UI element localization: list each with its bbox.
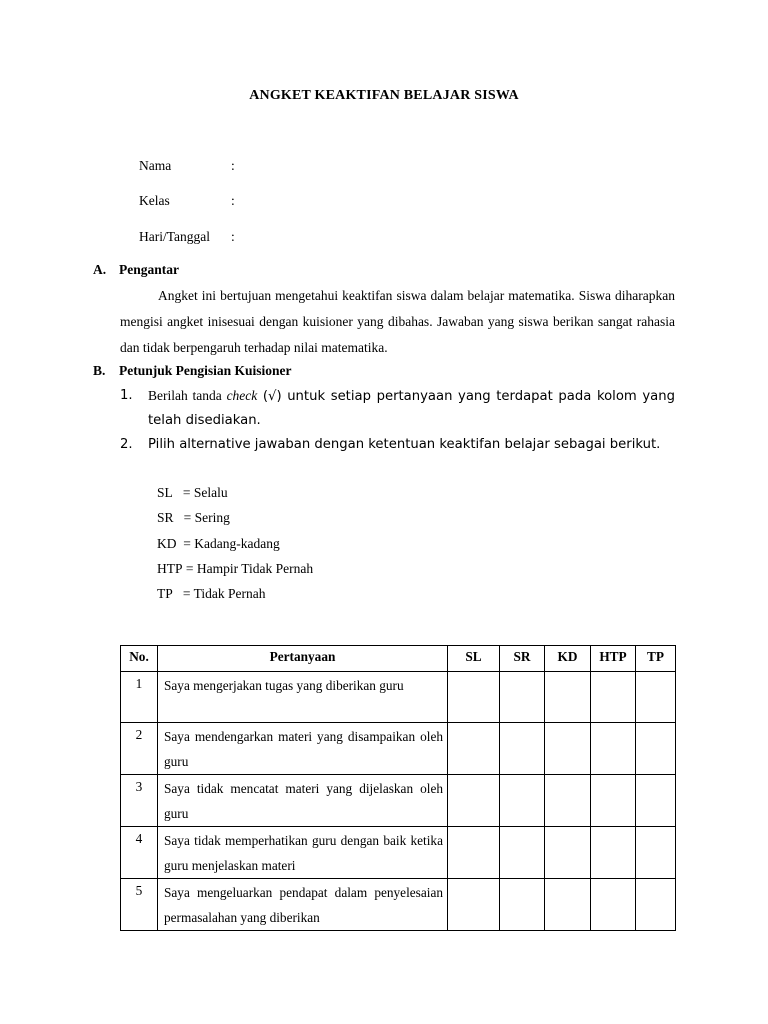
answer-cell-htp[interactable] [591, 775, 636, 827]
answer-cell-kd[interactable] [545, 723, 591, 775]
answer-cell-htp[interactable] [591, 723, 636, 775]
abbreviation-meaning: = Hampir Tidak Pernah [185, 560, 314, 576]
abbreviation-meaning: = Tidak Pernah [182, 586, 266, 602]
answer-cell-kd[interactable] [545, 879, 591, 931]
answer-cell-sl[interactable] [448, 827, 500, 879]
answer-cell-sl[interactable] [448, 879, 500, 931]
abbreviation-code: TP [157, 586, 173, 602]
row-number: 4 [121, 827, 158, 879]
answer-cell-tp[interactable] [636, 827, 676, 879]
intro-paragraph [120, 283, 675, 361]
answer-cell-kd[interactable] [545, 827, 591, 879]
answer-cell-tp[interactable] [636, 775, 676, 827]
identity-label: Hari/Tanggal [139, 229, 211, 244]
row-number: 1 [121, 672, 158, 723]
item-number: 2. [120, 437, 133, 452]
abbreviation-item [157, 533, 313, 558]
answer-cell-sr[interactable] [500, 879, 545, 931]
answer-cell-sr[interactable] [500, 775, 545, 827]
table-row [121, 827, 676, 879]
table-row [121, 879, 676, 931]
question-text: Saya mengerjakan tugas yang diberikan guru [158, 672, 448, 723]
table-row [121, 723, 676, 775]
abbreviation-code: SL [157, 485, 173, 500]
answer-cell-htp[interactable] [591, 672, 636, 723]
identity-label: Kelas [139, 193, 170, 208]
abbreviation-code: SR [157, 510, 174, 526]
header-question: Pertanyaan [158, 646, 448, 672]
answer-cell-sl[interactable] [448, 775, 500, 827]
answer-cell-sl[interactable] [448, 672, 500, 723]
answer-cell-sr[interactable] [500, 827, 545, 879]
question-text: Saya mengeluarkan pendapat dalam penyelesaian permasalahan yang diberikan [158, 879, 448, 931]
identity-colon: : [231, 193, 235, 208]
header-htp: HTP [591, 646, 636, 672]
abbreviation-list [157, 482, 313, 608]
identity-label: Nama [139, 158, 172, 173]
answer-cell-sr[interactable] [500, 672, 545, 723]
identity-row-hari-tanggal [139, 229, 235, 245]
abbreviation-meaning: = Selalu [182, 485, 228, 500]
answer-cell-tp[interactable] [636, 723, 676, 775]
row-number: 5 [121, 879, 158, 931]
table-row [121, 775, 676, 827]
header-tp: TP [636, 646, 676, 672]
abbreviation-item [157, 507, 313, 532]
section-title: Pengantar [119, 262, 179, 277]
item-number: 1. [120, 388, 133, 403]
abbreviation-meaning: = Sering [183, 510, 230, 526]
abbreviation-item [157, 558, 313, 583]
instruction-item-2 [120, 433, 675, 457]
header-sr: SR [500, 646, 545, 672]
section-a-heading [93, 262, 179, 278]
header-sl: SL [448, 646, 500, 672]
abbreviation-code: KD [157, 535, 177, 551]
questionnaire-table [120, 645, 676, 931]
answer-cell-htp[interactable] [591, 879, 636, 931]
question-text: Saya tidak memperhatikan guru dengan baik ketika guru menjelaskan materi [158, 827, 448, 879]
header-kd: KD [545, 646, 591, 672]
answer-cell-sl[interactable] [448, 723, 500, 775]
item-text: Pilih alternative jawaban dengan ketentuan keaktifan belajar sebagai berikut. [148, 437, 661, 452]
section-b-heading [93, 363, 292, 379]
abbreviation-item [157, 482, 313, 507]
check-mark: (√) [257, 389, 288, 404]
answer-cell-kd[interactable] [545, 775, 591, 827]
section-letter: A. [93, 262, 107, 277]
question-text: Saya mendengarkan materi yang disampaikan oleh guru [158, 723, 448, 775]
answer-cell-tp[interactable] [636, 672, 676, 723]
answer-cell-tp[interactable] [636, 879, 676, 931]
table-header-row [121, 646, 676, 672]
row-number: 3 [121, 775, 158, 827]
answer-cell-sr[interactable] [500, 723, 545, 775]
section-letter: B. [93, 363, 106, 378]
item-text-emphasis: check [226, 388, 258, 403]
answer-cell-kd[interactable] [545, 672, 591, 723]
abbreviation-meaning: = Kadang-kadang [183, 535, 280, 551]
abbreviation-item [157, 583, 313, 608]
identity-colon: : [231, 158, 235, 173]
identity-colon: : [231, 229, 235, 244]
header-no: No. [121, 646, 158, 672]
intro-text: Angket ini bertujuan mengetahui keaktifan siswa dalam belajar matematika. Siswa diharapkan mengisi angket inisesuai dengan kuisioner yang dibahas. Jawaban yang siswa berikan sangat rahasia dan tidak berpengaruh terhadap nilai matematika. [120, 288, 675, 355]
identity-row-nama [139, 158, 235, 174]
item-text-pre: Berilah tanda [148, 388, 227, 403]
section-title: Petunjuk Pengisian Kuisioner [119, 363, 292, 378]
table-row [121, 672, 676, 723]
answer-cell-htp[interactable] [591, 827, 636, 879]
instruction-item-1 [120, 384, 675, 433]
identity-row-kelas [139, 193, 235, 209]
question-text: Saya tidak mencatat materi yang dijelaskan oleh guru [158, 775, 448, 827]
item-text-post: untuk setiap pertanyaan yang terdapat pada kolom yang telah disediakan. [148, 389, 675, 428]
document-title: ANGKET KEAKTIFAN BELAJAR SISWA [249, 88, 519, 103]
row-number: 2 [121, 723, 158, 775]
abbreviation-code: HTP [157, 560, 183, 576]
